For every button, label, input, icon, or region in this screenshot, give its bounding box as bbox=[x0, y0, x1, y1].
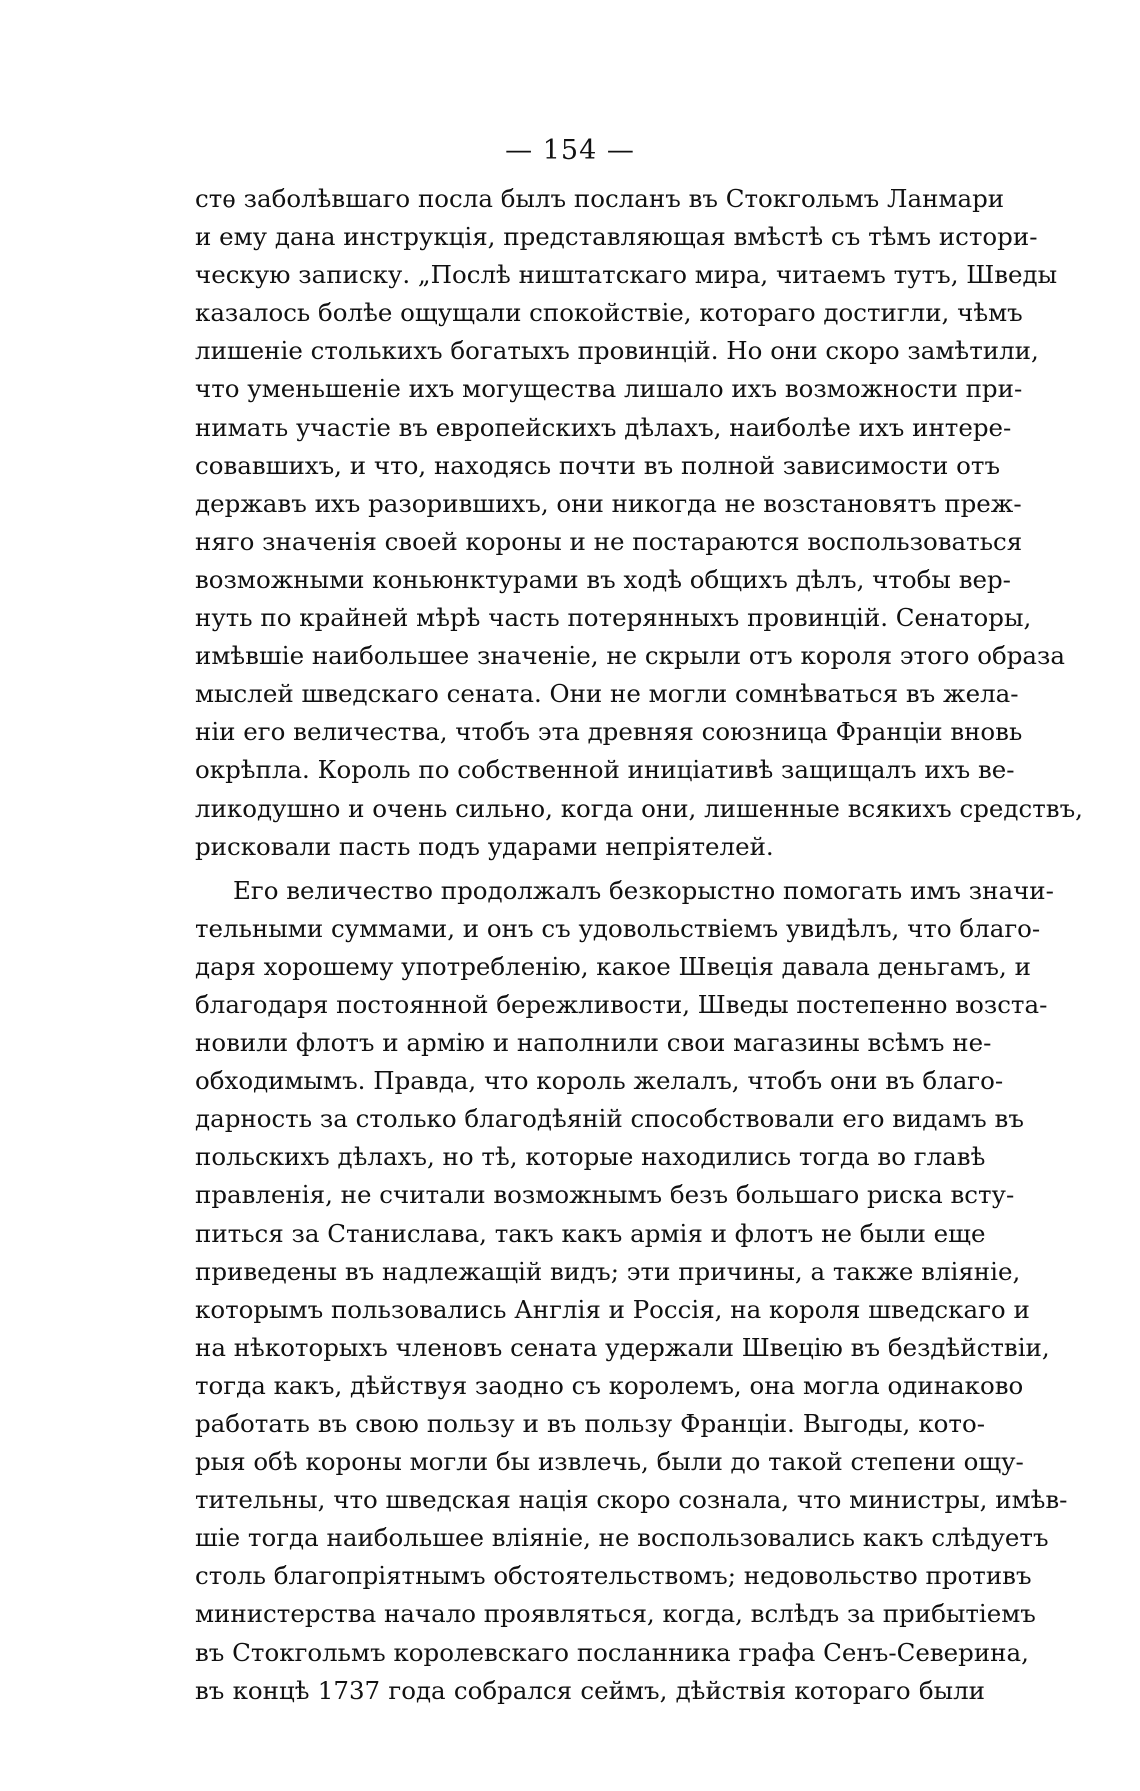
text-line: правленія, не считали возможнымъ безъ большаго риска всту- bbox=[195, 1180, 1015, 1210]
text-line: няго значенія своей короны и не постараются воспользоваться bbox=[195, 526, 1023, 556]
text-line: ніи его величества, чтобъ эта древняя союзница Франціи вновь bbox=[195, 717, 1023, 747]
text-line: тельными суммами, и онъ съ удовольствіемъ увидѣлъ, что благо- bbox=[195, 913, 1041, 943]
text-line: дарность за столько благодѣяній способствовали его видамъ въ bbox=[195, 1104, 1024, 1134]
text-line: въ Стокгольмъ королевскаго посланника графа Сенъ-Северина, bbox=[195, 1637, 1029, 1667]
text-line: рисковали пасть подъ ударами непріятелей. bbox=[195, 831, 774, 861]
text-line: въ концѣ 1737 года собрался сеймъ, дѣйствія котораго были bbox=[195, 1675, 985, 1705]
text-line: шіе тогда наибольшее вліяніе, не воспользовались какъ слѣдуетъ bbox=[195, 1523, 1049, 1553]
page-number: — 154 — bbox=[505, 135, 635, 166]
text-line: Его величество продолжалъ безкорыстно помогать имъ значи- bbox=[233, 875, 1054, 905]
text-line: тогда какъ, дѣйствуя заодно съ королемъ, она могла одинаково bbox=[195, 1370, 1024, 1400]
text-line: которымъ пользовались Англія и Россія, на короля шведскаго и bbox=[195, 1294, 1030, 1324]
text-line: совавшихъ, и что, находясь почти въ полной зависимости отъ bbox=[195, 450, 1001, 480]
text-line: нуть по крайней мѣрѣ часть потерянныхъ провинцій. Сенаторы, bbox=[195, 603, 1032, 633]
text-line: имѣвшіе наибольшее значеніе, не скрыли отъ короля этого образа bbox=[195, 641, 1065, 671]
text-line: возможными коньюнктурами въ ходѣ общихъ дѣлъ, чтобы вер- bbox=[195, 564, 1011, 594]
text-line: столь благопріятнымъ обстоятельствомъ; недовольство противъ bbox=[195, 1561, 1032, 1591]
text-line: и ему дана инструкція, представляющая вмѣстѣ съ тѣмъ истори- bbox=[195, 222, 1038, 252]
text-line: казалось болѣе ощущали спокойствіе, котораго достигли, чѣмъ bbox=[195, 298, 1023, 328]
text-line: на нѣкоторыхъ членовъ сената удержали Швецію въ бездѣйствіи, bbox=[195, 1332, 1050, 1362]
text-line: стѳ заболѣвшаго посла былъ посланъ въ Стокгольмъ Ланмари bbox=[195, 184, 1005, 213]
text-line: польскихъ дѣлахъ, но тѣ, которые находились тогда во главѣ bbox=[195, 1142, 986, 1172]
paragraph-1 bbox=[195, 180, 1083, 866]
text-line: мыслей шведскаго сената. Они не могли сомнѣваться въ жела- bbox=[195, 679, 1019, 709]
text-line: нимать участіе въ европейскихъ дѣлахъ, наиболѣе ихъ интере- bbox=[195, 412, 1012, 442]
text-line: благодаря постоянной бережливости, Шведы постепенно возста- bbox=[195, 989, 1048, 1019]
text-line: рыя обѣ короны могли бы извлечь, были до такой степени ощу- bbox=[195, 1447, 1024, 1477]
text-line: министерства начало проявляться, когда, вслѣдъ за прибытіемъ bbox=[195, 1599, 1036, 1629]
text-line: державъ ихъ разорившихъ, они никогда не возстановятъ преж- bbox=[195, 488, 1022, 518]
text-line: лишеніе столькихъ богатыхъ провинцій. Но они скоро замѣтили, bbox=[195, 336, 1039, 366]
text-line: новили флотъ и армію и наполнили свои магазины всѣмъ не- bbox=[195, 1028, 992, 1058]
text-line: приведены въ надлежащій видъ; эти причины, а также вліяніе, bbox=[195, 1256, 1021, 1286]
text-line: тительны, что шведская нація скоро сознала, что министры, имѣв- bbox=[195, 1485, 1068, 1515]
text-line: ческую записку. „Послѣ ништатскаго мира, читаемъ тутъ, Шведы bbox=[195, 260, 1058, 290]
text-line: питься за Станислава, такъ какъ армія и флотъ не были еще bbox=[195, 1218, 986, 1248]
text-line: даря хорошему употребленію, какое Швеція давала деньгамъ, и bbox=[195, 951, 1031, 981]
paragraph-2 bbox=[195, 872, 1068, 1710]
text-body bbox=[195, 180, 1083, 1710]
text-line: работать въ свою пользу и въ пользу Франціи. Выгоды, кото- bbox=[195, 1409, 985, 1438]
text-line: обходимымъ. Правда, что король желалъ, чтобъ они въ благо- bbox=[195, 1066, 1004, 1096]
text-line: окрѣпла. Король по собственной иниціативѣ защищалъ ихъ ве- bbox=[195, 755, 1015, 785]
text-line: что уменьшеніе ихъ могущества лишало ихъ возможности при- bbox=[195, 374, 1023, 404]
text-line: ликодушно и очень сильно, когда они, лишенные всякихъ средствъ, bbox=[195, 793, 1083, 823]
